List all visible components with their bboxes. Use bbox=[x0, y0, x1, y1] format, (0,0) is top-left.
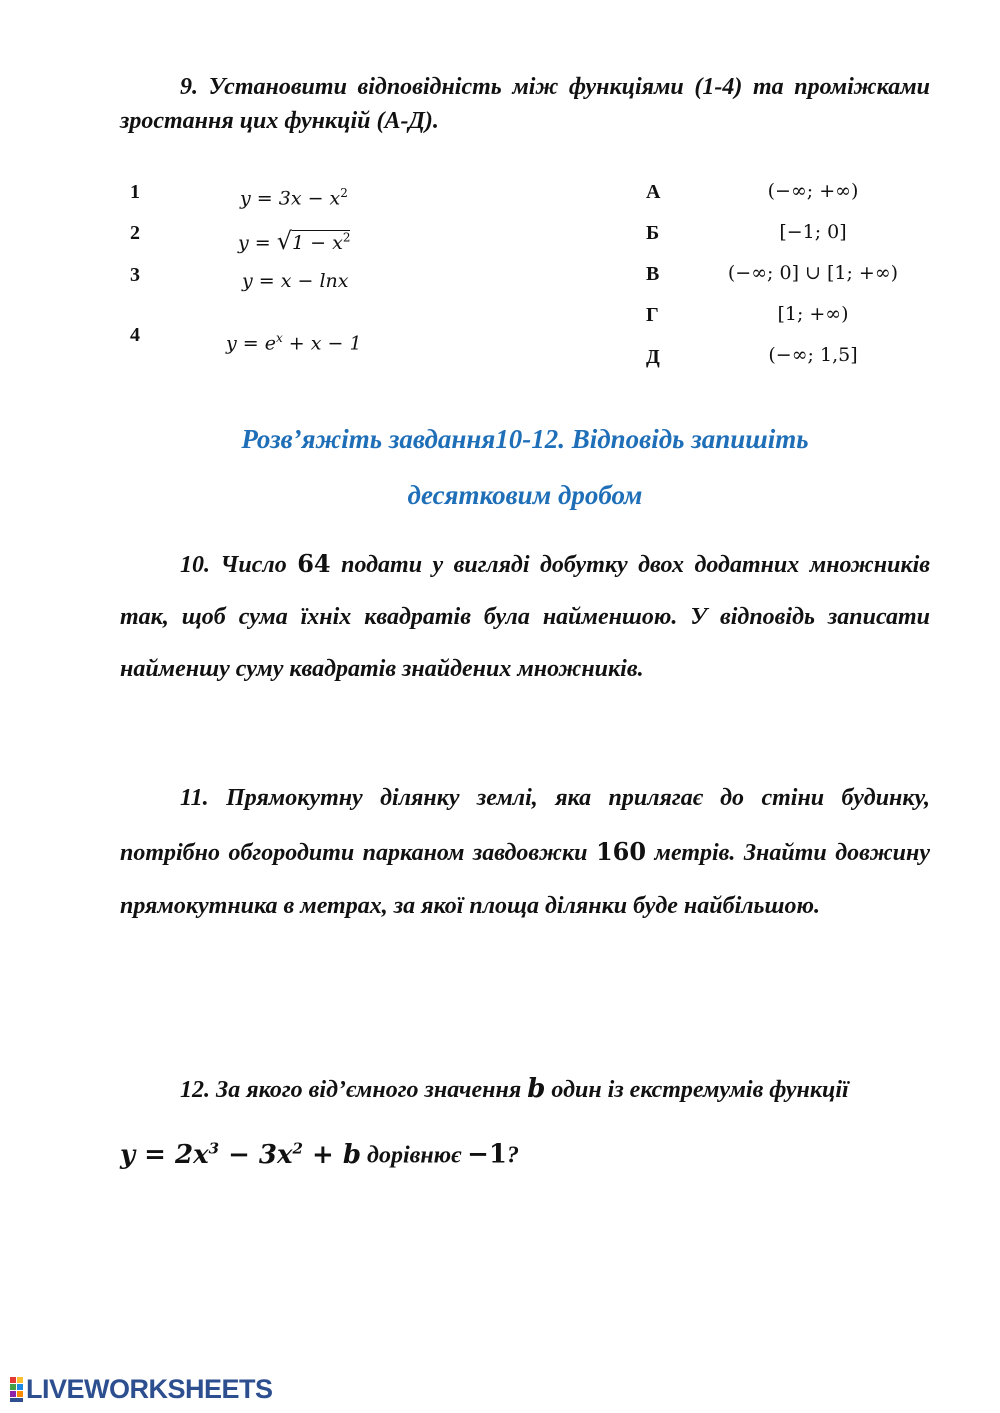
function-4: $y = e^x + x - 1$ bbox=[226, 331, 362, 355]
function-2: $y = √1 - x^2$ bbox=[238, 227, 351, 255]
function-number-4: 4 bbox=[130, 324, 140, 346]
logo-text: LIVEWORKSHEETS bbox=[26, 1374, 273, 1404]
interval-letter-b: Б bbox=[646, 222, 660, 244]
function-number-2: 2 bbox=[130, 222, 140, 244]
interval-letter-g: Г bbox=[646, 304, 659, 326]
task12-text: 12. За якого від’ємного значення b один із екстремумів функції $y = 2x^3 - 3x^2 + b$ дорівнює −1? bbox=[120, 1074, 849, 1170]
task11-number: 160 bbox=[595, 837, 647, 866]
logo-icon bbox=[10, 1377, 24, 1403]
function-number-3: 3 bbox=[130, 264, 140, 286]
task10-number: 64 bbox=[297, 549, 331, 578]
function-1: $y = 3x - x^2$ bbox=[240, 186, 348, 210]
section-heading-line1: Розв’яжіть завдання10-12. Відповідь запишіть bbox=[241, 424, 809, 454]
task11-text: 11. Прямокутну ділянку землі, яка прилягає до стіни будинку, потрібно обгородити парканом завдовжки 160 метрів. Знайти довжину прямокутника в метрах, за якої площа ділянки буде найбільшою. bbox=[120, 785, 930, 919]
liveworksheets-logo bbox=[10, 1374, 273, 1405]
interval-letter-a: А bbox=[646, 181, 661, 203]
function-3: y = x − lnx bbox=[242, 270, 349, 292]
interval-letter-d: Д bbox=[646, 346, 660, 368]
task10-text: 10. Число 64 подати у вигляді добутку двох додатних множників так, щоб сума їхніх квадратів була найменшою. У відповідь записати найменшу суму квадратів знайдених множників. bbox=[120, 549, 930, 682]
interval-g: [1; +∞) bbox=[777, 303, 849, 325]
task9-intro: 9. Установити відповідність між функціями (1-4) та проміжками зростання цих функцій (А-Д). bbox=[120, 74, 930, 134]
function-number-1: 1 bbox=[130, 181, 140, 203]
interval-v: (−∞; 0] ∪ [1; +∞) bbox=[727, 262, 899, 284]
interval-d: (−∞; 1,5] bbox=[768, 344, 858, 366]
interval-letter-v: В bbox=[646, 263, 660, 285]
interval-a: (−∞; +∞) bbox=[767, 180, 859, 202]
section-heading-line2: десятковим дробом bbox=[407, 480, 643, 510]
task12-value: −1 bbox=[467, 1139, 508, 1170]
task12-var-b: b bbox=[527, 1074, 546, 1104]
interval-b: [−1; 0] bbox=[779, 221, 847, 243]
task12-formula: $y = 2x^3 - 3x^2 + b$ bbox=[120, 1139, 362, 1170]
